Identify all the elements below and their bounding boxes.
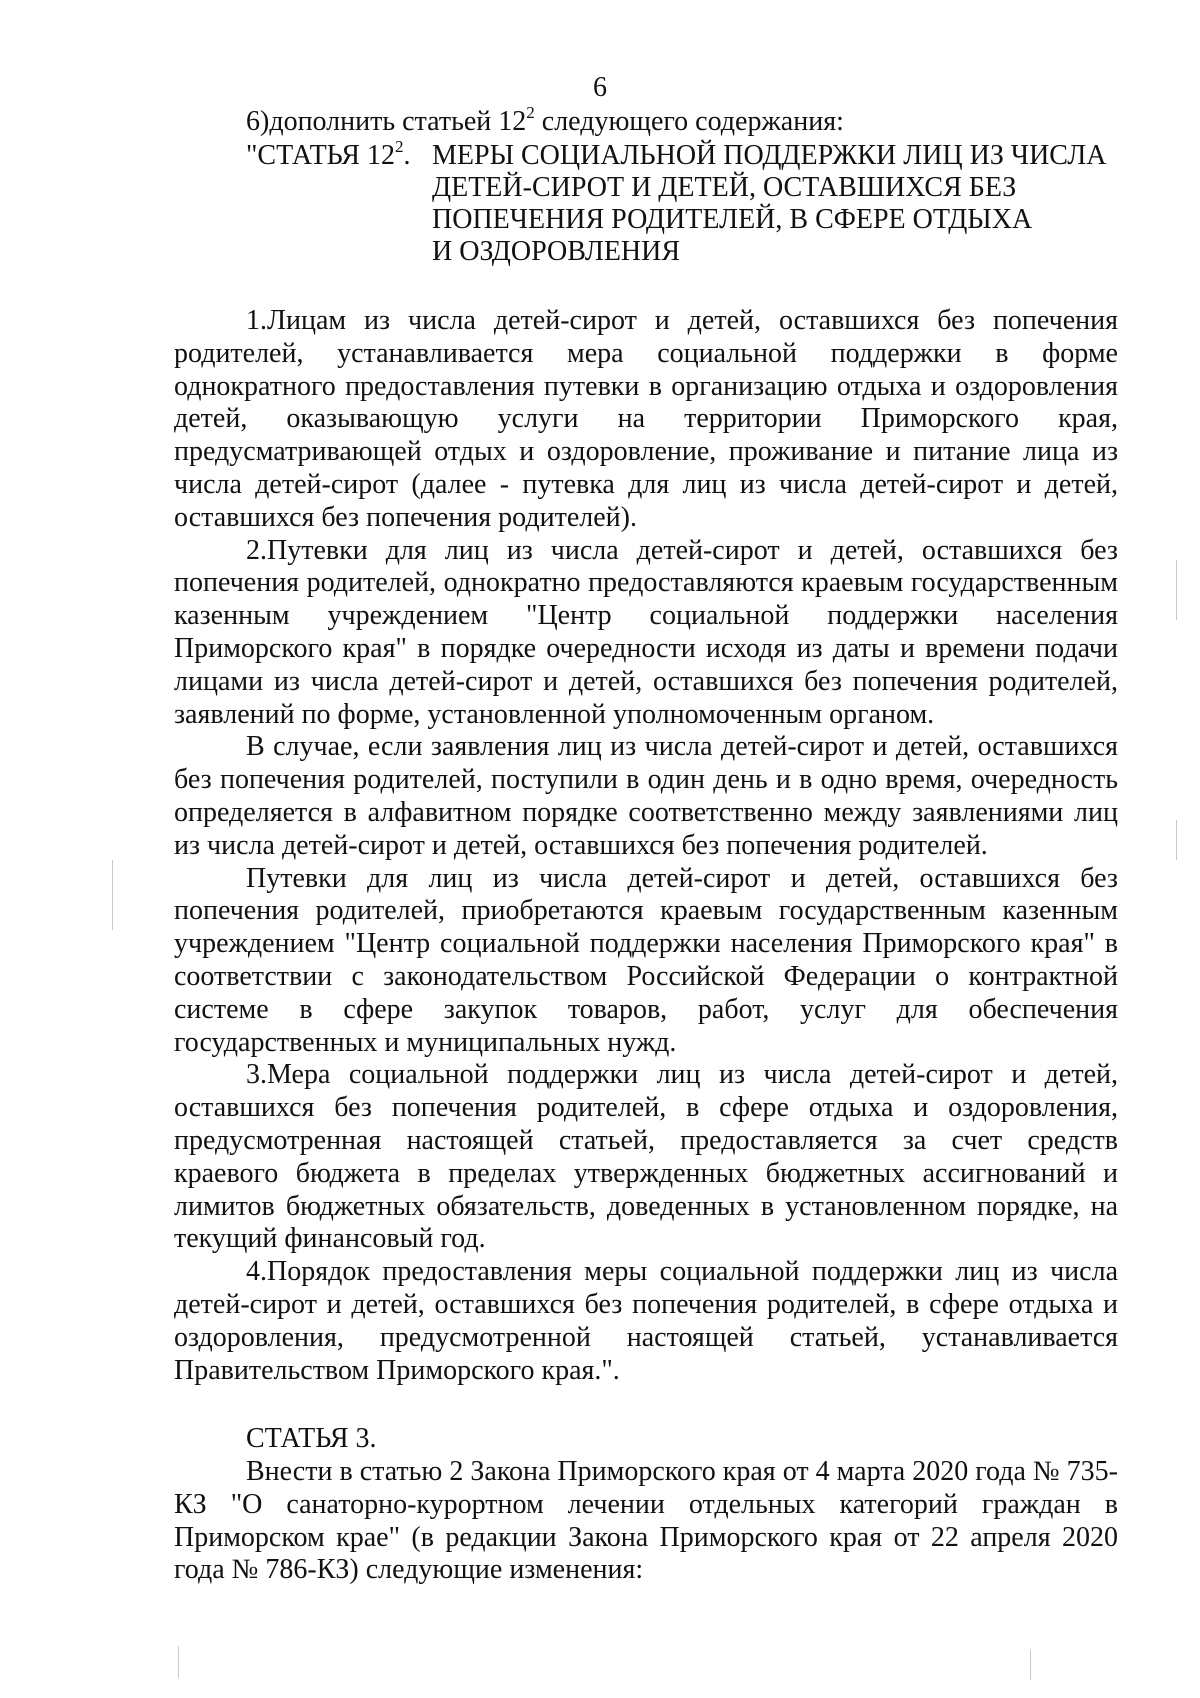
document-body [174,305,1118,1587]
article-paragraph: В случае, если заявления лиц из числа детей-сирот и детей, оставшихся без попечения родителей, поступили в один день и в одно время, очередность определяется в алфавитном порядке соответственно между заявлениями лиц из числа детей-сирот и детей, оставшихся без попечения родителей. [174,731,1118,861]
intro-text-end: следующего содержания: [534,106,844,137]
scan-artifact-line [112,860,113,930]
article-title-line: МЕРЫ СОЦИАЛЬНОЙ ПОДДЕРЖКИ ЛИЦ ИЗ ЧИСЛА [432,140,1107,171]
amendment-intro [246,102,844,138]
article-paragraph: 1.Лицам из числа детей-сирот и детей, оставшихся без попечения родителей, устанавливается мера социальной поддержки в форме однократного предоставления путевки в организацию отдыха и оздоровления детей, оказывающую услуги на территории Приморского края, предусматривающей отдых и оздоровление, проживание и питание лица из числа детей-сирот (далее - путевка для лиц из числа детей-сирот и детей, оставшихся без попечения родителей). [174,305,1118,533]
scan-artifact-line [1176,820,1177,860]
article-paragraph: 2.Путевки для лиц из числа детей-сирот и детей, оставшихся без попечения родителей, однократно предоставляются краевым государственным казенным учреждением "Центр социальной поддержки населения Приморского края" в порядке очередности исходя из даты и времени подачи лицами из числа детей-сирот и детей, оставшихся без попечения родителей, заявлений по форме, установленной уполномоченным органом. [174,534,1118,730]
article-title-line: ПОПЕЧЕНИЯ РОДИТЕЛЕЙ, В СФЕРЕ ОТДЫХА [432,204,1033,235]
article-paragraph: 3.Мера социальной поддержки лиц из числа детей-сирот и детей, оставшихся без попечения родителей, в сфере отдыха и оздоровления, предусмотренная настоящей статьей, предоставляется за счет средств краевого бюджета в пределах утвержденных бюджетных ассигнований и лимитов бюджетных обязательств, доведенных в установленном порядке, на текущий финансовый год. [174,1059,1118,1255]
scan-artifact-line [1176,560,1177,620]
article-paragraph: 4.Порядок предоставления меры социальной поддержки лиц из числа детей-сирот и детей, оставшихся без попечения родителей, в сфере отдыха и оздоровления, предусмотренной настоящей статьей, устанавливается Правительством Приморского края.". [174,1256,1118,1386]
article-12-2-number [246,136,411,172]
scan-artifact-line [178,1646,179,1678]
article-number-superscript: 2 [394,136,404,156]
article-number-text: "СТАТЬЯ 12 [246,140,395,171]
article-12-2-title [432,140,1192,268]
page-number: 6 [593,72,607,103]
article-3-heading: СТАТЬЯ 3. [246,1423,377,1455]
section-spacer [174,1387,1118,1423]
article-title-line: ДЕТЕЙ-СИРОТ И ДЕТЕЙ, ОСТАВШИХСЯ БЕЗ [432,172,1017,203]
article-3-paragraph: Внести в статью 2 Закона Приморского края от 4 марта 2020 года № 735-КЗ "О санаторно-курортном лечении отдельных категорий граждан в Приморском крае" (в редакции Закона Приморского края от 22 апреля 2020 года № 786-КЗ) следующие изменения: [174,1456,1118,1586]
article-title-line: И ОЗДОРОВЛЕНИЯ [432,236,681,267]
article-paragraph: Путевки для лиц из числа детей-сирот и детей, оставшихся без попечения родителей, приобретаются краевым государственным казенным учреждением "Центр социальной поддержки населения Приморского края" в соответствии с законодательством Российской Федерации о контрактной системе в сфере закупок товаров, работ, услуг для обеспечения государственных и муниципальных нужд. [174,862,1118,1058]
article-number-dot: . [403,140,411,171]
intro-superscript: 2 [526,102,535,122]
intro-text: 6)дополнить статьей 12 [246,106,527,137]
scan-artifact-line [1030,1650,1031,1680]
